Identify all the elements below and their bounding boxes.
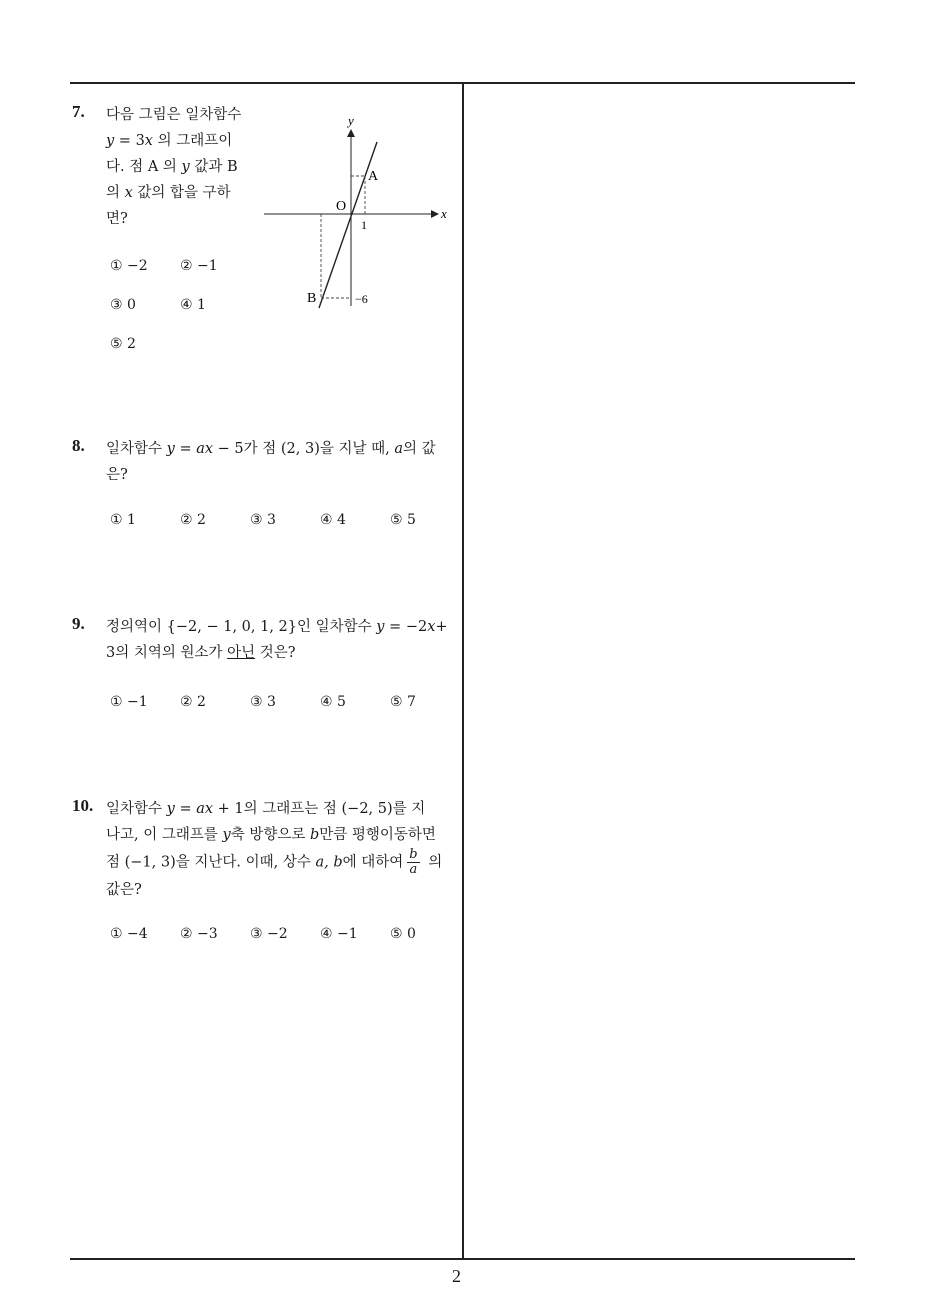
option-2[interactable]: ② −1 (180, 258, 218, 274)
text-run: 다음 그림은 일차함수 (106, 107, 242, 123)
text-run: 값의 합을 구하 (132, 185, 231, 201)
option-1[interactable]: ① −4 (110, 926, 148, 942)
text-line (106, 614, 458, 640)
option-5[interactable]: ⑤ 7 (390, 694, 416, 710)
text-line (106, 206, 276, 232)
text-run: 나고, 이 그래프를 (106, 827, 223, 843)
text-run: 값과 B (189, 159, 238, 175)
option-3[interactable]: ③ 0 (110, 297, 136, 313)
text-run: 의 값 (402, 441, 436, 457)
point-a-label: A (368, 169, 379, 184)
question-number: 9. (72, 614, 85, 633)
text-line (106, 128, 276, 154)
y-axis-label: y (348, 113, 354, 128)
text-run: 축 방향으로 (230, 827, 310, 843)
math-var: y (166, 801, 175, 817)
text-run: 3의 치역의 원소가 (106, 645, 228, 661)
text-run: 정의역이 {−2, − 1, 0, 1, 2}인 일차함수 (106, 619, 377, 635)
option-3[interactable]: ③ 3 (250, 512, 276, 528)
option-1[interactable]: ① −1 (110, 694, 148, 710)
question-text (106, 102, 276, 232)
option-2[interactable]: ② 2 (180, 512, 206, 528)
text-line (106, 822, 458, 848)
text-run: 다. 점 A 의 (106, 159, 182, 175)
math-var: ax (196, 441, 214, 457)
option-5[interactable]: ⑤ 5 (390, 512, 416, 528)
text-run: 의 그래프이 (152, 133, 233, 149)
column-divider (462, 82, 464, 1258)
text-run: 의 (106, 185, 125, 201)
text-run: 일차함수 (106, 441, 167, 457)
tick-label-1: 1 (361, 218, 367, 232)
math-var: y (106, 133, 115, 149)
text-run: 일차함수 (106, 801, 167, 817)
math-var: a (394, 441, 403, 457)
text-line (106, 436, 456, 462)
question-number: 8. (72, 436, 85, 455)
text-run: 의 (423, 854, 443, 871)
option-1[interactable]: ① −2 (110, 258, 148, 274)
math-var: b (309, 827, 320, 843)
text-run: + 1의 그래프는 점 (−2, 5)를 지 (213, 801, 426, 817)
math-var: x (144, 133, 153, 149)
tick-label-neg6: −6 (355, 292, 368, 306)
text-line (106, 102, 276, 128)
text-run: = 3 (114, 133, 145, 149)
text-run: 점 (−1, 3)을 지난다. 이때, 상수 (106, 854, 316, 871)
text-run: = −2 (384, 619, 428, 635)
linear-function-graph (260, 110, 460, 315)
text-run: 은? (106, 467, 128, 483)
text-line (106, 848, 458, 877)
math-var: x (124, 185, 133, 201)
function-line (319, 142, 377, 308)
question-number: 10. (72, 796, 94, 815)
origin-label: O (336, 199, 347, 214)
math-var: y (222, 827, 231, 843)
option-4[interactable]: ④ −1 (320, 926, 358, 942)
math-var: y (166, 441, 175, 457)
fraction (407, 848, 419, 877)
fraction-denominator: a (409, 862, 418, 877)
bottom-rule (70, 1258, 855, 1260)
question-text (106, 614, 458, 666)
option-5[interactable]: ⑤ 0 (390, 926, 416, 942)
text-line (106, 877, 458, 903)
text-line (106, 180, 276, 206)
question-text (106, 436, 456, 488)
text-run: 에 대하여 (342, 854, 404, 871)
question-text (106, 796, 458, 903)
math-var: y (376, 619, 385, 635)
option-5[interactable]: ⑤ 2 (110, 336, 136, 352)
x-axis-label: x (441, 206, 447, 221)
option-4[interactable]: ④ 1 (180, 297, 206, 313)
text-run: + (435, 619, 448, 635)
text-line (106, 462, 456, 488)
point-b-label: B (307, 291, 317, 306)
option-2[interactable]: ② −3 (180, 926, 218, 942)
text-line (106, 796, 458, 822)
text-run: 값은? (106, 882, 142, 898)
option-3[interactable]: ③ −2 (250, 926, 288, 942)
page-number: 2 (452, 1266, 461, 1286)
question-number: 7. (72, 102, 85, 121)
text-run: = (174, 441, 197, 457)
text-run: 것은? (255, 645, 296, 661)
text-run: = (174, 801, 197, 817)
text-run: − 5가 점 (2, 3)을 지날 때, (213, 441, 395, 457)
text-run: 면? (106, 211, 128, 227)
text-run: 만큼 평행이동하면 (319, 827, 436, 843)
option-4[interactable]: ④ 4 (320, 512, 346, 528)
option-1[interactable]: ① 1 (110, 512, 136, 528)
math-var: a, b (315, 854, 343, 871)
option-4[interactable]: ④ 5 (320, 694, 346, 710)
option-3[interactable]: ③ 3 (250, 694, 276, 710)
math-var: ax (196, 801, 214, 817)
fraction-numerator: b (409, 847, 418, 862)
underlined-text: 아닌 (227, 645, 256, 661)
option-2[interactable]: ② 2 (180, 694, 206, 710)
math-var: x (427, 619, 436, 635)
text-line (106, 640, 458, 666)
math-var: y (181, 159, 190, 175)
text-line (106, 154, 276, 180)
